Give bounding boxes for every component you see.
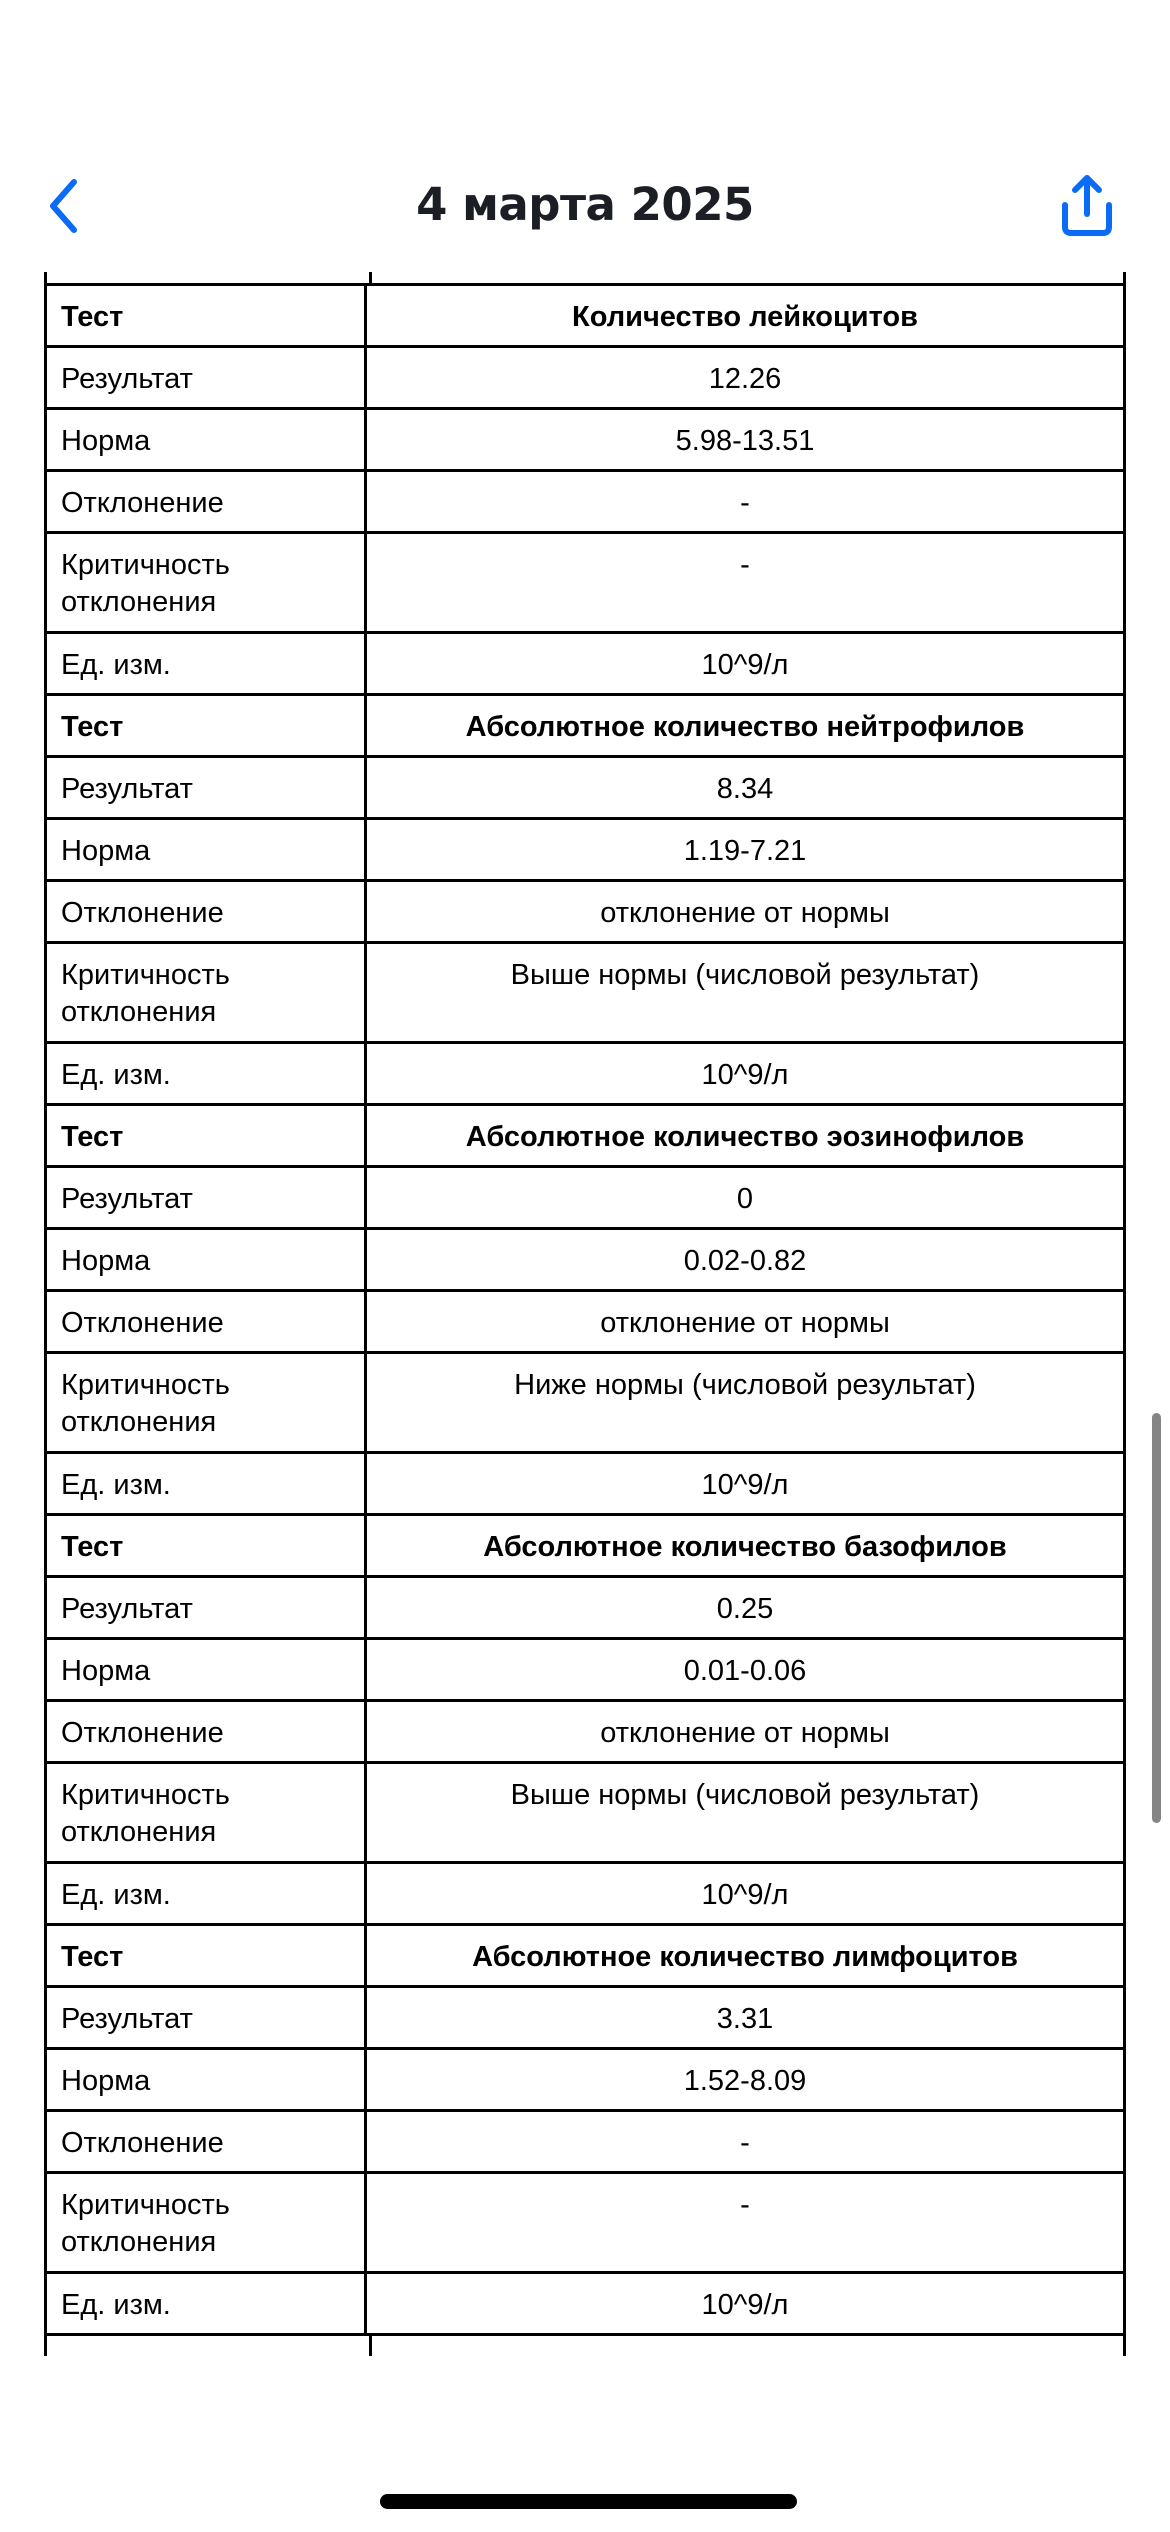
label-criticality: Критичность отклонения <box>46 943 366 1043</box>
test-name: Количество лейкоцитов <box>366 285 1125 347</box>
unit-value: 10^9/л <box>366 1453 1125 1515</box>
share-button[interactable] <box>1050 168 1124 242</box>
table-row-result <box>46 1167 1125 1229</box>
label-result: Результат <box>46 757 366 819</box>
norm-value: 1.19-7.21 <box>366 819 1125 881</box>
table-row-deviation <box>46 1701 1125 1763</box>
criticality-value: Выше нормы (числовой результат) <box>366 1763 1125 1863</box>
results-table-viewport[interactable] <box>44 272 1126 2429</box>
label-norm: Норма <box>46 1639 366 1701</box>
label-norm: Норма <box>46 819 366 881</box>
table-row-deviation <box>46 1291 1125 1353</box>
test-name: Абсолютное количество эозинофилов <box>366 1105 1125 1167</box>
norm-value: 5.98-13.51 <box>366 409 1125 471</box>
result-value: 12.26 <box>366 347 1125 409</box>
label-result: Результат <box>46 347 366 409</box>
table-row-test <box>46 695 1125 757</box>
label-result: Результат <box>46 1167 366 1229</box>
label-result: Результат <box>46 1577 366 1639</box>
table-row-criticality <box>46 1353 1125 1453</box>
label-unit: Ед. изм. <box>46 1043 366 1105</box>
table-row-unit <box>46 1043 1125 1105</box>
table-previous-edge <box>44 272 1126 283</box>
vertical-scrollbar[interactable] <box>1152 1413 1161 1823</box>
unit-value: 10^9/л <box>366 1043 1125 1105</box>
label-test: Тест <box>46 695 366 757</box>
table-row-unit <box>46 1453 1125 1515</box>
deviation-value: - <box>366 2111 1125 2173</box>
label-test: Тест <box>46 285 366 347</box>
test-name: Абсолютное количество базофилов <box>366 1515 1125 1577</box>
label-criticality: Критичность отклонения <box>46 533 366 633</box>
table-next-edge <box>44 2336 1126 2356</box>
home-indicator[interactable] <box>380 2494 797 2509</box>
table-row-norm <box>46 1639 1125 1701</box>
table-row-norm <box>46 1229 1125 1291</box>
table-row-norm <box>46 409 1125 471</box>
criticality-value: Ниже нормы (числовой результат) <box>366 1353 1125 1453</box>
deviation-value: отклонение от нормы <box>366 1291 1125 1353</box>
test-name: Абсолютное количество нейтрофилов <box>366 695 1125 757</box>
label-criticality: Критичность отклонения <box>46 2173 366 2273</box>
table-row-result <box>46 1577 1125 1639</box>
norm-value: 0.01-0.06 <box>366 1639 1125 1701</box>
criticality-value: - <box>366 2173 1125 2273</box>
label-criticality: Критичность отклонения <box>46 1763 366 1863</box>
table-row-criticality <box>46 943 1125 1043</box>
label-criticality: Критичность отклонения <box>46 1353 366 1453</box>
back-button[interactable] <box>36 170 92 242</box>
result-value: 0 <box>366 1167 1125 1229</box>
table-row-norm <box>46 2049 1125 2111</box>
label-norm: Норма <box>46 1229 366 1291</box>
label-norm: Норма <box>46 2049 366 2111</box>
table-row-test <box>46 1925 1125 1987</box>
unit-value: 10^9/л <box>366 633 1125 695</box>
criticality-value: Выше нормы (числовой результат) <box>366 943 1125 1043</box>
label-deviation: Отклонение <box>46 2111 366 2173</box>
chevron-left-icon <box>44 176 84 236</box>
table-row-norm <box>46 819 1125 881</box>
label-test: Тест <box>46 1515 366 1577</box>
page-title: 4 марта 2025 <box>416 178 754 231</box>
table-row-test <box>46 1105 1125 1167</box>
table-row-unit <box>46 1863 1125 1925</box>
label-unit: Ед. изм. <box>46 2273 366 2335</box>
table-row-deviation <box>46 881 1125 943</box>
label-result: Результат <box>46 1987 366 2049</box>
unit-value: 10^9/л <box>366 2273 1125 2335</box>
table-row-deviation <box>46 471 1125 533</box>
table-row-deviation <box>46 2111 1125 2173</box>
deviation-value: - <box>366 471 1125 533</box>
label-deviation: Отклонение <box>46 471 366 533</box>
test-name: Абсолютное количество лимфоцитов <box>366 1925 1125 1987</box>
criticality-value: - <box>366 533 1125 633</box>
label-norm: Норма <box>46 409 366 471</box>
label-unit: Ед. изм. <box>46 633 366 695</box>
table-row-test <box>46 1515 1125 1577</box>
norm-value: 0.02-0.82 <box>366 1229 1125 1291</box>
label-unit: Ед. изм. <box>46 1863 366 1925</box>
share-icon <box>1059 172 1115 238</box>
deviation-value: отклонение от нормы <box>366 881 1125 943</box>
table-row-unit <box>46 2273 1125 2335</box>
label-unit: Ед. изм. <box>46 1453 366 1515</box>
navigation-bar <box>0 150 1170 260</box>
deviation-value: отклонение от нормы <box>366 1701 1125 1763</box>
table-row-criticality <box>46 1763 1125 1863</box>
result-value: 3.31 <box>366 1987 1125 2049</box>
unit-value: 10^9/л <box>366 1863 1125 1925</box>
norm-value: 1.52-8.09 <box>366 2049 1125 2111</box>
label-test: Тест <box>46 1105 366 1167</box>
label-deviation: Отклонение <box>46 1291 366 1353</box>
result-value: 0.25 <box>366 1577 1125 1639</box>
table-row-result <box>46 1987 1125 2049</box>
label-deviation: Отклонение <box>46 1701 366 1763</box>
table-row-criticality <box>46 533 1125 633</box>
lab-results-table <box>44 283 1126 2336</box>
table-row-result <box>46 347 1125 409</box>
label-deviation: Отклонение <box>46 881 366 943</box>
table-row-unit <box>46 633 1125 695</box>
label-test: Тест <box>46 1925 366 1987</box>
table-row-criticality <box>46 2173 1125 2273</box>
table-row-test <box>46 285 1125 347</box>
result-value: 8.34 <box>366 757 1125 819</box>
table-row-result <box>46 757 1125 819</box>
